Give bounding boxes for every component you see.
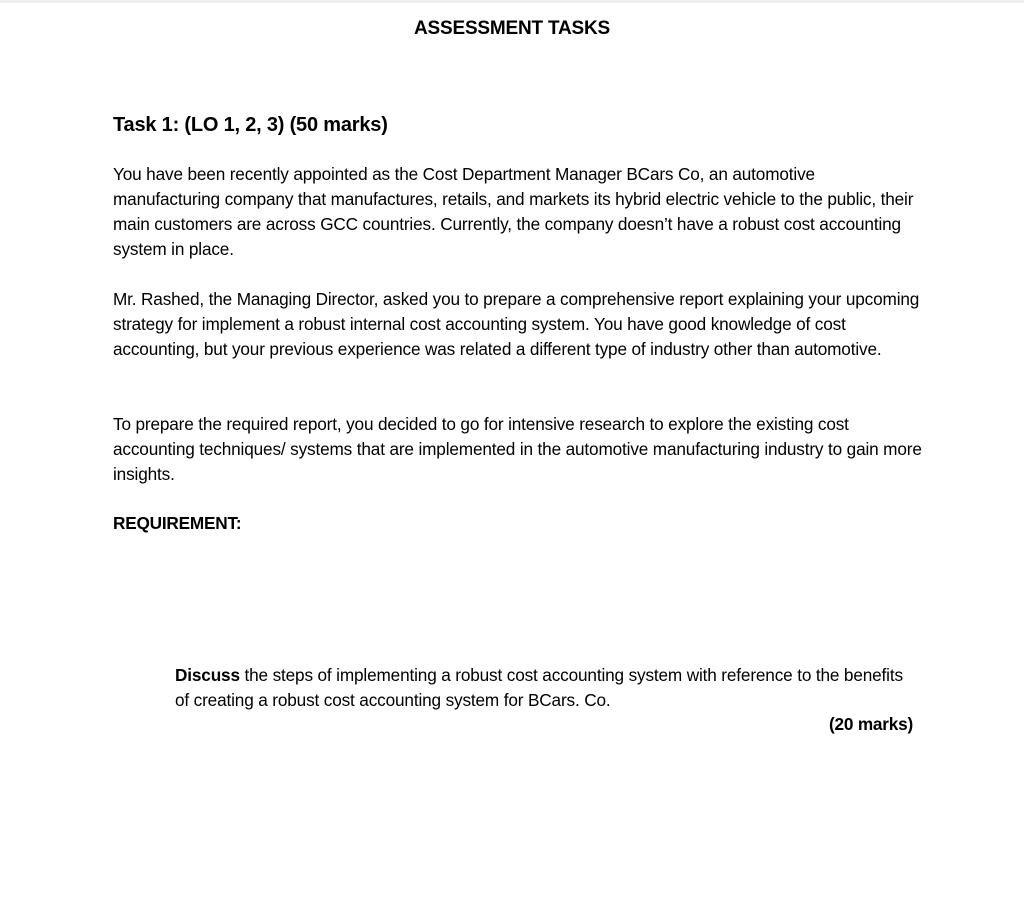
- question-marks: (20 marks): [829, 714, 913, 734]
- document-heading: ASSESSMENT TASKS: [414, 18, 610, 39]
- question-body: the steps of implementing a robust cost accounting system with reference to the benefits of creating a robust cost accounting system for BCars. Co.: [175, 665, 903, 710]
- requirement-label: REQUIREMENT:: [113, 513, 242, 533]
- paragraph-director-request: Mr. Rashed, the Managing Director, asked you to prepare a comprehensive report explaining your upcoming strategy for implement a robust internal cost accounting system. You have good knowledge of cost accounting, but your previous experience was related a different type of industry other than automotive.: [113, 289, 920, 359]
- task-title: Task 1: (LO 1, 2, 3) (50 marks): [113, 114, 388, 136]
- page-top-edge: [0, 0, 1024, 3]
- question-lead-word: Discuss: [175, 665, 240, 685]
- paragraph-research: To prepare the required report, you decided to go for intensive research to explore the existing cost accounting techniques/ systems that are implemented in the automotive manufacturing industry to gain more insights.: [113, 414, 922, 484]
- paragraph-appointment: You have been recently appointed as the Cost Department Manager BCars Co, an automotive manufacturing company that manufactures, retails, and markets its hybrid electric vehicle to the public, their main customers are across GCC countries. Currently, the company doesn’t have a robust cost accounting system in place.: [113, 164, 914, 259]
- question-text: [175, 663, 920, 713]
